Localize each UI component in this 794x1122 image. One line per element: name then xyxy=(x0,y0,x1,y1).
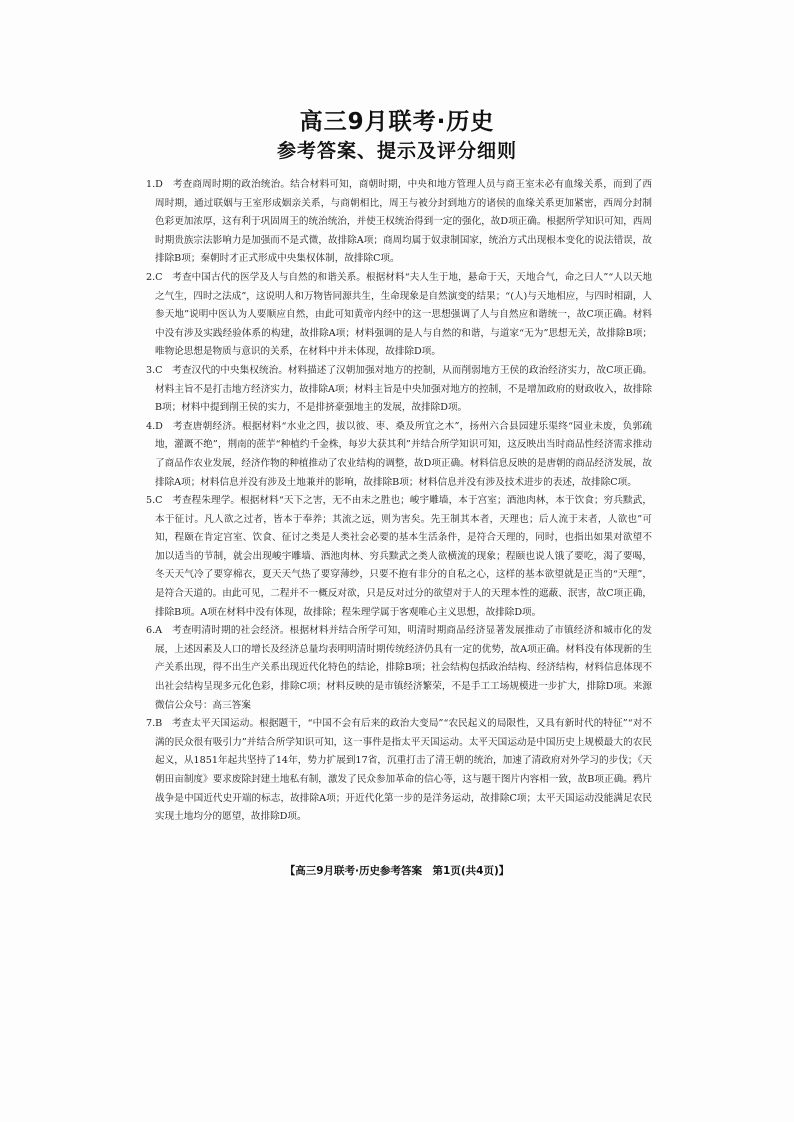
answer-item-4: 4.D 考查唐朝经济。根据材料“水业之四，拔以彼、枣、桑及所宜之木”，扬州六合县园建乐渠终“园业未废，负郭疏地，灌溉不绝”，荆南的蔗芋“种植约千金株，每岁大获其利”并结合所学知识可知，这反映出当时商品性经济需求推动了商品作农业发展，经济作物的种植推动了农业结构的调整，故D项正确。材料信息反映的是唐朝的商品经济发展，故排除A项；材料信息并没有涉及土地兼并的影响，故排除B项；材料信息并没有涉及技术进步的表述，故排除C项。 xyxy=(146,420,652,488)
page-subtitle: 参考答案、提示及评分细则 xyxy=(276,140,517,162)
answer-item-6: 6.A 考查明清时期的社会经济。根据材料并结合所学可知，明清时期商品经济显著发展推动了市镇经济和城市化的发展，上述因素及人口的增长及经济总量均表明明清时期传统经济仍具有一定的优势，故A项正确。材料没有体现新的生产关系出现，得不出生产关系出现近代化特色的结论，排除B项；社会结构包括政治结构、经济结构，材料信息体现不出社会结构呈现多元化色彩，排除C项；材料反映的是市镇经济繁荣，不是手工工场规模进一步扩大，排除D项。来源微信公众号：高三答案 xyxy=(146,625,652,711)
answer-item-7: 7.B 考查太平天国运动。根据题干，“中国不会有后来的政治大变局”“农民起义的局限性，又具有新时代的特征”“对不满的民众很有吸引力”并结合所学知识可知，这一事件是指太平天国运动。太平天国运动是中国历史上规模最大的农民起义，从1851年起共坚持了14年，势力扩展到17省，沉重打击了清王朝的统治，加速了清政府对外学习的步伐；《天朝田亩制度》要求废除封建土地私有制，激发了民众参加革命的信心等，这与题干图片内容相一致，故B项正确。鸦片战争是中国近代史开端的标志，故排除A项；开近代化第一步的是洋务运动，故排除C项；太平天国运动没能满足农民实现土地均分的愿望，故排除D项。 xyxy=(146,718,652,823)
answer-item-1: 1.D 考查商周时期的政治统治。结合材料可知，商朝时期，中央和地方管理人员与商王室未必有血缘关系，而到了西周时期，通过联姻与王室形成姻亲关系，与商朝相比，周王与被分封到地方的诸侯的血缘关系更加紧密，西周分封制色彩更加浓厚，这有利于巩固周王的统治统治，并使王权统治得到一定的强化，故D项正确。根据所学知识可知，西周时期贵族宗法影响力是加强而不是式微，故排除A项；商周均属于奴隶制国家，统治方式出现根本变化的说法错误，故排除B项；秦朝时才正式形成中央集权体制，故排除C项。 xyxy=(146,179,652,265)
answer-item-3: 3.C 考查汉代的中央集权统治。材料描述了汉朝加强对地方的控制，从而削弱地方王侯的政治经济实力，故C项正确。材料主旨不是打击地方经济实力，故排除A项；材料主旨是中央加强对地方的控制，不是增加政府的财政收入，故排除B项；材料中提到削王侯的实力，不是排挤豪强地主的发展，故排除D项。 xyxy=(146,364,652,414)
answer-item-5: 5.C 考查程朱理学。根据材料“天下之害，无不由末之胜也；峻宇雕墙，本于宫室；酒池肉林，本于饮食；穷兵黩武，本于征讨。凡人欲之过者，皆本于奉养；其流之远，则为害矣。先王制其本者，天理也；后人流于末者，人欲也”可知，程颐在肯定宫室、饮食、征讨之类是人类社会必要的基本生活条件，是符合天理的，同时，也指出如果对欲望不加以适当的节制，就会出现峻宇雕墙、酒池肉林、穷兵黩武之类人欲横流的现象；程颐也说人饿了要吃，渴了要喝，冬天天气冷了要穿棉衣，夏天天气热了要穿薄纱，只要不抱有非分的自私之心，这样的基本欲望就是正当的“天理”，是符合天道的。由此可见，二程并不一概反对欲，只是反对过分的欲望对于人的天理本性的遮蔽、泯害，故C项正确，排除B项。A项在材料中没有体现，故排除；程朱理学属于客观唯心主义思想，故排除D项。 xyxy=(146,495,652,618)
answer-list xyxy=(146,176,652,827)
page-title: 高三9月联考·历史 xyxy=(299,109,495,135)
page-footer: 【高三9月联考·历史参考答案 第1页(共4页)】 xyxy=(284,865,510,877)
answer-item-2: 2.C 考查中国古代的医学及人与自然的和谐关系。根据材料“夫人生于地，悬命于天，天地合气，命之曰人”“人以天地之气生，四时之法成”，这说明人和万物皆同源共生，生命现象是自然演变的结果；“(人)与天地相应，与四时相副，人参天地”说明中医认为人要顺应自然，由此可知黄帝内经中的这一思想强调了人与自然应和谐统一，故C项正确。材料中没有涉及实践经验体系的构建，故排除A项；材料强调的是人与自然的和谐，与道家“无为”思想无关，故排除B项；唯物论思想是物质与意识的关系，在材料中并未体现，故排除D项。 xyxy=(146,271,652,358)
